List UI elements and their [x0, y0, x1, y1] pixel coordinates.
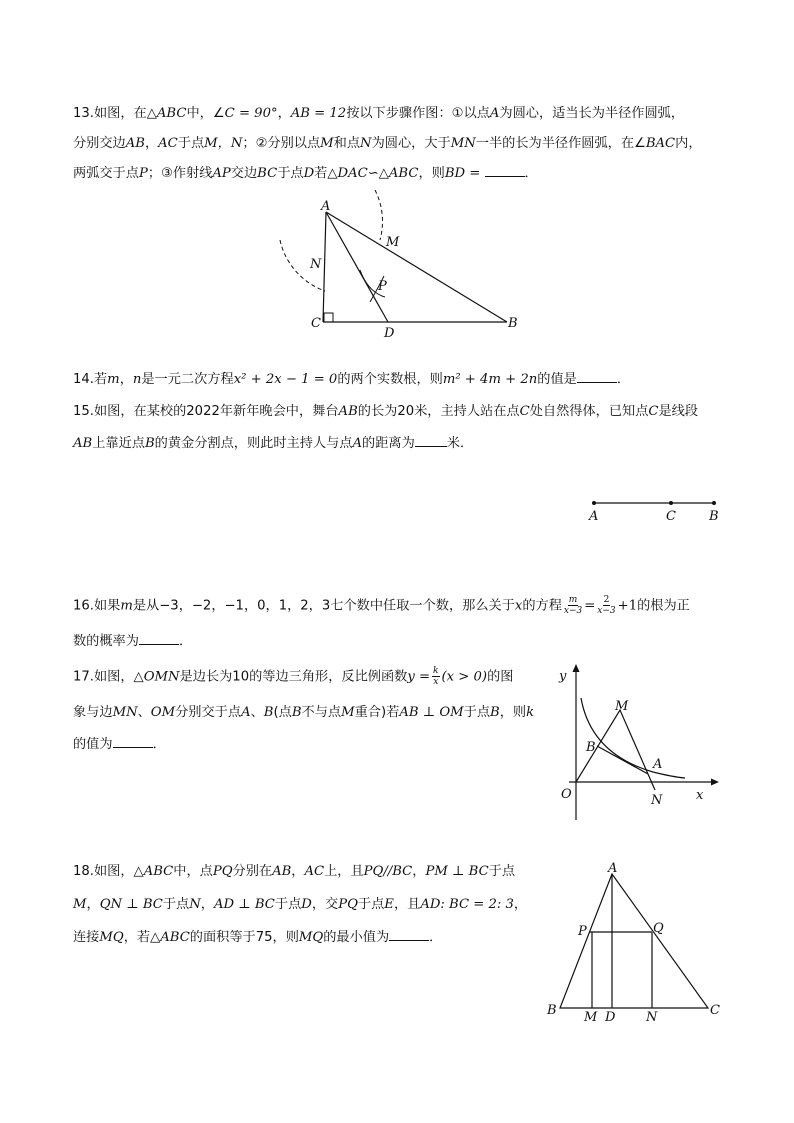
q13-ray-ad — [326, 212, 388, 322]
q17-fraction: $\frac{k}{x}$ — [433, 666, 439, 687]
q13-line-2: 分别交边AB，AC于点M，N；②分别以点M和点N为圆心，大于MN一半的长为半径作圆弧，在∠BAC内， — [73, 136, 702, 151]
q15-label-c: C — [666, 509, 676, 524]
q15-number: 15. — [73, 404, 94, 419]
q14-number: 14. — [73, 372, 94, 387]
q13-label-m: M — [386, 235, 400, 250]
q13-side-ab — [326, 212, 507, 322]
q18-label-q: Q — [653, 921, 664, 936]
answer-blank[interactable] — [577, 370, 617, 383]
q16-fraction-1: $\frac{m}{x-3}$ — [563, 595, 583, 616]
q18-label-a: A — [608, 861, 618, 876]
q13-label-p: P — [378, 279, 387, 294]
q15-label-a: A — [589, 509, 599, 524]
q18-label-m: M — [584, 1010, 598, 1025]
q17-y-arrow — [573, 664, 580, 672]
q17-label-y: y — [559, 669, 567, 684]
answer-blank[interactable] — [485, 164, 525, 177]
q18-line-2: M，QN ⊥ BC于点N，AD ⊥ BC于点D，交PQ于点E，且AD: BC = 2: 3， — [73, 897, 528, 912]
q16-line-2: 数的概率为 ． — [73, 634, 193, 649]
q17-x-arrow — [711, 779, 719, 786]
q15-figure — [585, 495, 725, 525]
q17-label-o: O — [561, 787, 572, 802]
q13-label-c: C — [311, 316, 321, 331]
q18-label-c: C — [710, 1003, 720, 1018]
q16-line-1: 16.如果m是从−3，−2，−1，0，1，2，3七个数中任取一个数，那么关于x的方程 $\frac{m}{x-3}$ = $\frac{2}{x-3}$ +1的根为正 — [73, 595, 690, 616]
q13-side-ac — [323, 212, 326, 322]
q15-point-b — [712, 501, 716, 505]
q16-fraction-2: $\frac{2}{x-3}$ — [597, 595, 616, 616]
q18-figure — [540, 858, 730, 1028]
q17-line-1: 17.如图，△OMN是边长为10的等边三角形，反比例函数y = $\frac{k}{x}$ (x > 0)的图 — [73, 666, 514, 687]
q13-number: 13. — [73, 106, 94, 121]
q15-point-a — [592, 501, 596, 505]
q18-number: 18. — [73, 864, 94, 879]
q15-point-c — [669, 501, 673, 505]
q13-figure — [260, 180, 540, 350]
q15-label-b: B — [709, 509, 719, 524]
q18-triangle-abc — [560, 874, 708, 1008]
q17-figure — [555, 662, 725, 822]
q13-line-1: 13.如图，在△ABC中，∠C = 90°，AB = 12按以下步骤作图：①以点A为圆心，适当长为半径作圆弧， — [73, 106, 685, 121]
q13-label-a: A — [321, 199, 331, 214]
q18-label-b: B — [547, 1003, 557, 1018]
q17-label-m: M — [615, 699, 629, 714]
q14-line: 14.若m，n是一元二次方程x² + 2x − 1 = 0的两个实数根，则m² + 4m + 2n的值是 ． — [73, 372, 631, 387]
q17-line-2: 象与边MN、OM分别交于点A、B(点B不与点M重合)若AB ⊥ OM于点B，则k — [73, 705, 535, 720]
q13-label-n: N — [310, 257, 322, 272]
q18-label-d: D — [605, 1010, 616, 1025]
q18-label-p: P — [578, 924, 587, 939]
q17-number: 17. — [73, 669, 94, 685]
q17-label-x: x — [696, 788, 704, 803]
q13-line-3: 两弧交于点P；③作射线AP交边BC于点D若△DAC∽△ABC，则BD = ． — [73, 166, 538, 181]
q17-label-a: A — [653, 757, 663, 772]
q18-label-n: N — [646, 1010, 658, 1025]
q18-line-1: 18.如图，△ABC中，点PQ分别在AB，AC上，且PQ//BC，PM ⊥ BC于点 — [73, 864, 516, 879]
answer-blank[interactable] — [113, 735, 153, 748]
q13-label-b: B — [508, 316, 518, 331]
q17-label-n: N — [651, 793, 663, 808]
q18-line-3: 连接MQ，若△ABC的面积等于75，则MQ的最小值为 ． — [73, 930, 443, 945]
q13-label-d: D — [384, 326, 395, 341]
q16-number: 16. — [73, 598, 94, 614]
q15-line-1: 15.如图，在某校的2022年新年晚会中，舞台AB的长为20米，主持人站在点C处自然得体，已知点C是线段 — [73, 404, 699, 419]
answer-blank[interactable] — [139, 632, 179, 645]
q15-line-2: AB上靠近点B的黄金分割点，则此时主持人与点A的距离为 米． — [73, 436, 474, 451]
answer-blank[interactable] — [389, 928, 429, 941]
answer-blank[interactable] — [415, 434, 447, 447]
q17-line-3: 的值为 ． — [73, 737, 166, 752]
q17-segment-ab — [597, 746, 648, 774]
q13-right-angle-mark — [324, 313, 333, 322]
q13-arc-right — [375, 190, 382, 240]
q17-label-b: B — [586, 740, 596, 755]
